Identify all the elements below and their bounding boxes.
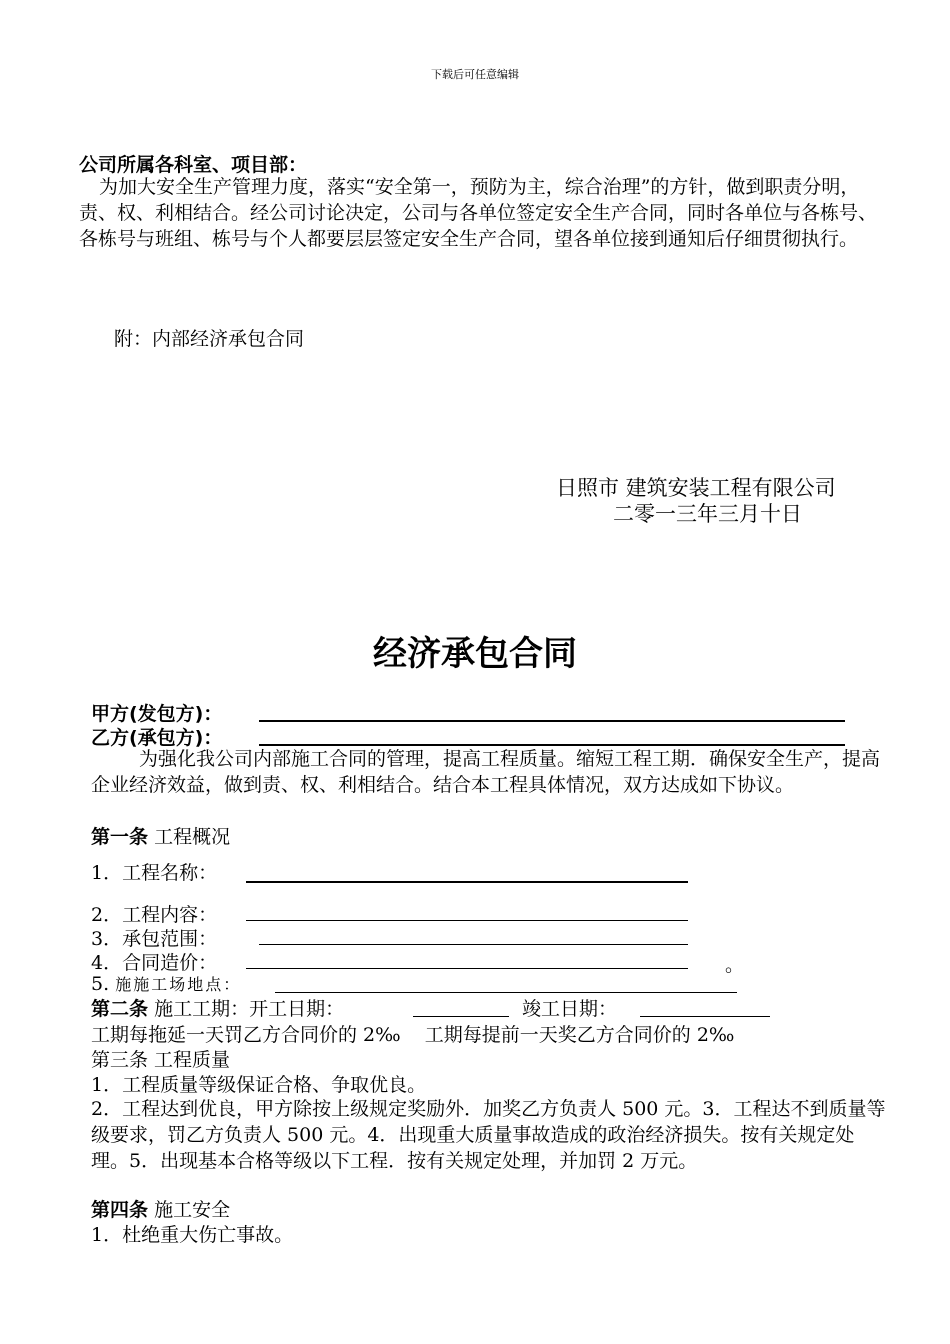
contract-price-label: 4．合同造价： [91,952,218,974]
article-4-heading [91,1195,230,1222]
contract-price-blank [246,946,688,969]
contract-scope-label: 3．承包范围： [91,928,218,950]
site-number: 5. [91,973,110,995]
party-a-blank [259,700,845,722]
party-b-label: 乙方(承包方)： [91,727,223,749]
article-4-number: 第四条 [91,1199,149,1221]
notice-body: 为加大安全生产管理力度，落实“安全第一，预防为主，综合治理”的方针，做到职责分明，责、权、利相结合。经公司讨论决定，公司与各单位签定安全生产合同，同时各单位与各栋号、各栋号与班组、栋号与个人都要层层签定安全生产合同，望各单位接到通知后仔细贯彻执行。 [79,176,878,250]
quality-items-2-5: 2．工程达到优良，甲方除按上级规定奖励外．加奖乙方负责人 500 元。3．工程达不到质量等级要求，罚乙方负责人 500 元。4．出现重大质量事故造成的政治经济损失。按有关规定处理。5．出现基本合格等级以下工程．按有关规定处理，并加罚 2 万元。 [91,1098,886,1172]
party-b-blank [259,724,845,746]
quality-item-1: 1．工程质量等级保证合格、争取优良。 [91,1074,427,1096]
site-text: 施施工场地点： [115,975,242,994]
article-3-heading: 第三条 工程质量 [91,1049,231,1071]
article-2-heading [91,994,344,1021]
attachment-line: 附：内部经济承包合同 [114,328,305,350]
article-1-number: 第一条 [91,826,149,848]
article-2-title: 施工工期：开工日期： [154,998,345,1020]
site-blank [275,972,737,993]
article-1-heading [91,822,230,849]
safety-item-1: 1．杜绝重大伤亡事故。 [91,1224,294,1246]
project-name-label: 1．工程名称： [91,862,218,884]
site-label [91,972,241,995]
finish-date-blank [640,996,770,1017]
party-a-label: 甲方(发包方)： [91,703,223,725]
article-4-title: 施工安全 [154,1199,231,1221]
page-header-note: 下载后可任意编辑 [431,68,519,81]
contract-preamble: 为强化我公司内部施工合同的管理，提高工程质量。缩短工程工期．确保安全生产，提高企业经济效益，做到责、权、利相结合。结合本工程具体情况，双方达成如下协议。 [91,748,881,796]
company-signature: 日照市 建筑安装工程有限公司 [556,476,836,500]
project-content-blank [246,898,688,921]
contract-scope-blank [259,922,688,945]
project-name-blank [246,861,688,883]
notice-date: 二零一三年三月十日 [613,502,802,526]
start-date-blank [413,996,509,1017]
project-content-label: 2．工程内容： [91,904,218,926]
addressee: 公司所属各科室、项目部： [79,154,308,176]
penalty-line: 工期每拖延一天罚乙方合同价的 2‰ 工期每提前一天奖乙方合同价的 2‰ [91,1024,735,1046]
contract-title: 经济承包合同 [373,634,577,674]
finish-date-label: 竣工日期： [522,998,618,1020]
article-1-title: 工程概况 [154,826,231,848]
article-2-number: 第二条 [91,998,149,1020]
contract-price-end: 。 [725,954,745,976]
